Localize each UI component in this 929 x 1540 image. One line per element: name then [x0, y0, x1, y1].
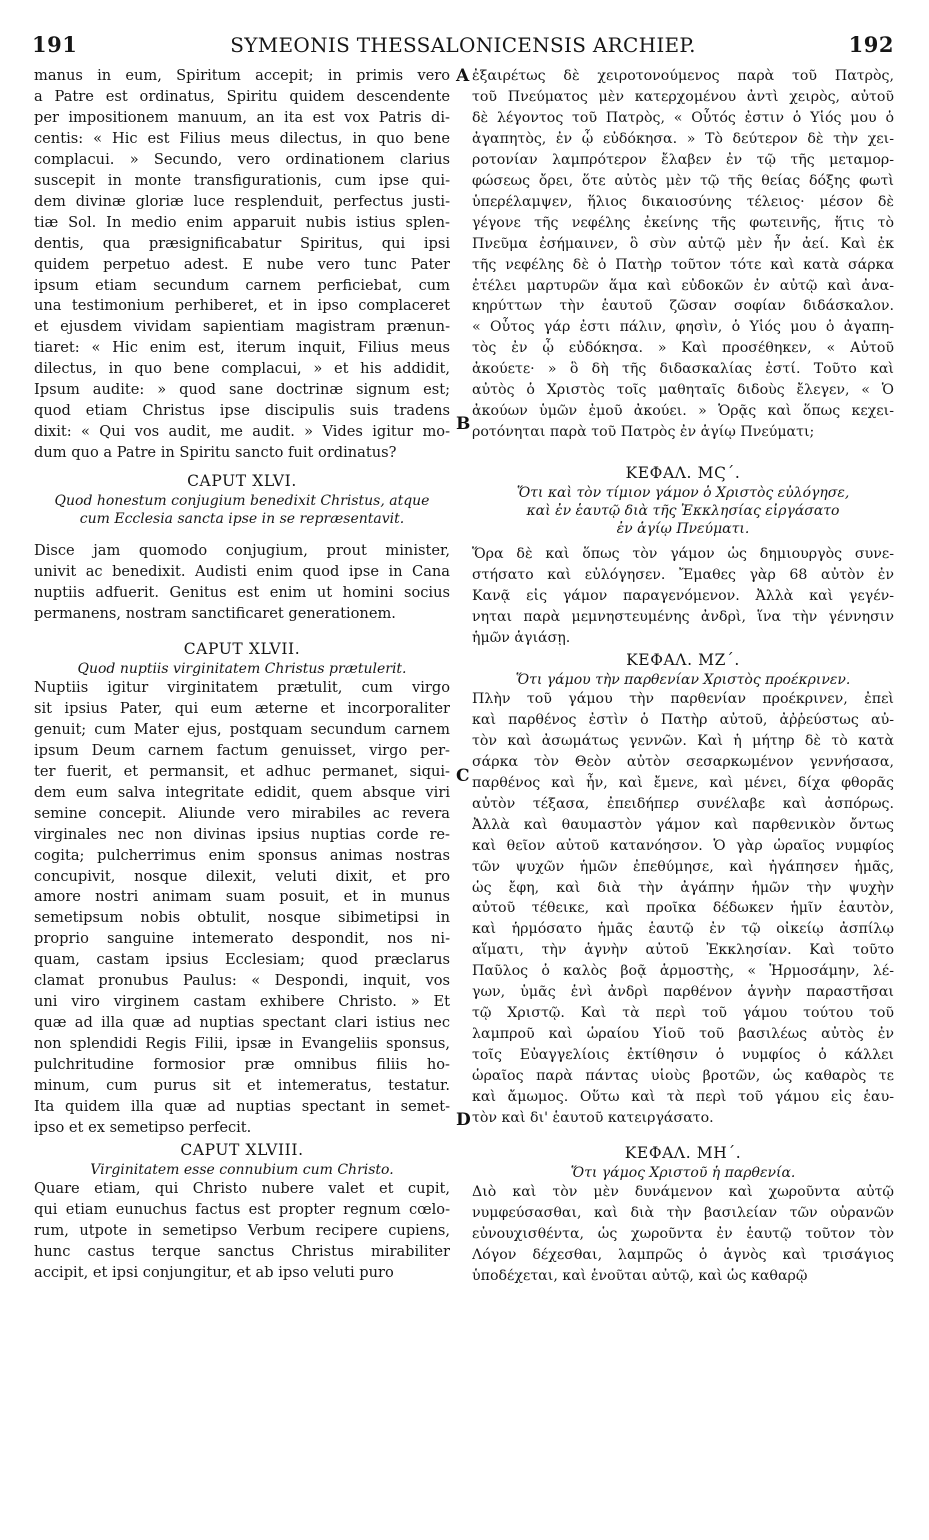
latin-text-line: quod etiam Christus ipse discipulis suis tradens	[34, 402, 450, 420]
greek-text-line: αὐτὸν τέξασα, ἐπειδήπερ συνέλαβε καὶ ἀσπόρως.	[472, 795, 894, 812]
spacer	[472, 1129, 894, 1142]
greek-text-line: τῷ Χριστῷ. Καὶ τὰ περὶ τοῦ γάμου τούτου τοῦ	[472, 1005, 894, 1022]
latin-text-line: Disce jam quomodo conjugium, prout minister,	[34, 542, 450, 560]
latin-text-line: minum, cum purus sit et intemeratus, testatur.	[34, 1077, 450, 1095]
greek-text-line: Ὅρα δὲ καὶ ὅπως τὸν γάμον ὡς δημιουργὸς συνε-	[472, 546, 894, 563]
greek-column	[472, 66, 894, 1287]
latin-text-line: centis: « Hic est Filius meus dilectus, in quo bene	[34, 129, 450, 147]
chapter-heading: CAPUT XLVI.	[187, 472, 297, 491]
latin-text-line: rum, utpote in semetipso Verbum recipere cupiens,	[34, 1221, 450, 1239]
greek-text-line: ἐξαιρέτως δὲ χειροτονούμενος παρὰ τοῦ Πατρὸς,	[472, 68, 894, 84]
chapter-summary: Quod honestum conjugium benedixit Christus, atque	[54, 493, 430, 510]
greek-text-line: νηται παρὰ μεμνηστευμένης ἀνδρὶ, ἵνα τὴν γέννησιν	[472, 609, 894, 626]
greek-text-line: καὶ ἄμωμος. Οὕτω καὶ τὰ περὶ τοῦ γάμου εἰς ἑαυ-	[472, 1089, 894, 1106]
margin-letter-a: A	[456, 66, 470, 86]
greek-text-line: ροτόνηται παρὰ τοῦ Πατρὸς ἐν ἁγίῳ Πνεύματι;	[472, 424, 815, 441]
greek-text-line: τὸν καὶ δι' ἑαυτοῦ κατειργάσατο.	[472, 1109, 714, 1126]
latin-text-line: complacui. » Secundo, vero ordinationem clarius	[34, 150, 450, 168]
greek-text-line: Πλὴν τοῦ γάμου τὴν παρθενίαν προέκρινεν, ἐπεὶ	[472, 690, 894, 707]
latin-text-line: qui etiam eunuchus factus est propter regnum cœlo-	[34, 1200, 450, 1218]
chapter-heading: ΚΕΦΑΛ. ΜϚ΄.	[625, 464, 741, 483]
latin-text-line: ter fuerit, et permansit, et adhuc permanet, siqui-	[34, 762, 450, 780]
greek-text-line: ἡμῶν ἁγιάσῃ.	[472, 629, 571, 646]
chapter-heading: ΚΕΦΑΛ. ΜΖ΄.	[626, 650, 740, 669]
chapter-summary: καὶ ἐν ἑαυτῷ διὰ τῆς Ἐκκλησίας εἰργάσατο	[526, 503, 840, 520]
greek-text-line: αἵματι, τὴν ἁγνὴν αὐτοῦ Ἐκκλησίαν. Καὶ τοῦτο	[472, 942, 894, 959]
greek-text-line: καὶ παρθένος ἐστὶν ὁ Πατὴρ αὐτοῦ, ἀῤῥεύστως αὐ-	[472, 711, 894, 728]
greek-text-line: γων, ὑμᾶς ἑνὶ ἀνδρὶ παρθένον ἁγνὴν παραστῆσαι	[472, 984, 894, 1001]
greek-text-line: ἀκούων ὑμῶν ἐμοῦ ἀκούει. » Ὁρᾷς καὶ ὅπως κεχει-	[472, 403, 894, 420]
spacer	[34, 528, 450, 541]
greek-text-line: Πνεῦμα ἐσήμαινεν, ὃ σὺν αὐτῷ μὲν ἦν ἀεί. Καὶ ἐκ	[472, 235, 894, 252]
greek-text-line: καὶ θεῖον αὐτοῦ κατανόησον. Ὁ γὰρ ὡραῖος νυμφίος	[472, 837, 894, 854]
latin-text-line: concupivit, nosque dilexit, veluti dixit, et pro	[34, 867, 450, 885]
greek-text-line: ἀγαπητὸς, ἐν ᾧ εὐδόκησα. » Τὸ δεύτερον δὲ τὴν χει-	[472, 130, 894, 147]
latin-text-line: per impositionem manuum, an ita est vox Patris di-	[34, 108, 450, 126]
latin-text-line: ipsum etiam secundum carnem perficiebat, cum	[34, 276, 450, 294]
latin-text-line: quidem perpetuo adest. E nube vero tunc Pater	[34, 255, 450, 273]
page-number-left: 191	[32, 32, 78, 57]
greek-text-line: τὸν καὶ ἀσωμάτως γεννῶν. Καὶ ἡ μήτηρ δὲ τὸ κατὰ	[472, 732, 894, 749]
latin-text-line: univit ac benedixit. Audisti enim quod ipse in Cana	[34, 563, 450, 581]
spacer	[34, 625, 450, 638]
latin-text-line: accipit, et ipsi conjungitur, et ab ipso veluti puro	[34, 1263, 394, 1281]
greek-text-line: ἀκούετε· » ὃ δὴ τῆς διδασκαλίας ἐστί. Τοῦτο καὶ	[472, 361, 894, 378]
spacer	[472, 443, 894, 456]
greek-text-line: Κανᾷ εἰς γάμον παραγενόμενον. Ἀλλὰ καὶ γεγέν-	[472, 588, 894, 605]
latin-text-line: cogita; pulcherrimus enim sponsus animas nostras	[34, 846, 450, 864]
greek-text-line: ὡς ἔφη, καὶ διὰ τὴν ἀγάπην ἡμῶν τὴν ψυχὴν	[472, 879, 894, 896]
chapter-summary: Virginitatem esse connubium cum Christo.	[90, 1161, 394, 1178]
latin-text-line: non splendidi Regis Filii, ipsæ in Evangeliis sponsus,	[34, 1035, 450, 1053]
greek-text-line: στήσατο καὶ εὐλόγησεν. Ἔμαθες γὰρ 68 αὐτὸν ἐν	[472, 567, 894, 584]
latin-text-line: virginales nec non divinas ipsius nuptias corde re-	[34, 825, 450, 843]
latin-text-line: sit ipsius Pater, qui eum æterne et incorporaliter	[34, 699, 450, 717]
latin-text-line: quæ ad illa quæ ad nuptias spectant clari istius nec	[34, 1014, 450, 1032]
chapter-summary: Ὅτι γάμος Χριστοῦ ἡ παρθενία.	[570, 1164, 796, 1181]
greek-text-line: τῆς νεφέλης δὲ ὁ Πατὴρ τοῦτον τότε καὶ κατὰ σάρκα	[472, 256, 894, 273]
greek-text-line: αὐτοῦ τέθεικε, καὶ προῖκα δέδωκεν ἡμῖν ἑαυτὸν,	[472, 900, 894, 917]
latin-text-line: tiaret: « Hic enim est, iterum inquit, Filius meus	[34, 339, 450, 357]
greek-text-line: παρθένος καὶ ἦν, καὶ ἔμενε, καὶ μένει, δίχα φθορᾶς	[472, 774, 894, 791]
page-number-right: 192	[848, 32, 894, 57]
chapter-heading: CAPUT XLVIII.	[180, 1140, 304, 1159]
latin-text-line: manus in eum, Spiritum accepit; in primis vero	[34, 67, 450, 84]
latin-text-line: clamat pronubus Paulus: « Despondi, inquit, vos	[34, 972, 450, 990]
latin-text-line: dilectus, in quo bene complacui, » et his addidit,	[34, 360, 450, 378]
greek-text-line: ὡραῖος παρὰ πάντας υἱοὺς βροτῶν, ὡς καθαρὸς τε	[472, 1068, 894, 1085]
latin-text-line: Quare etiam, qui Christo nubere valet et cupit,	[34, 1179, 450, 1197]
greek-text-line: αὐτὸς ὁ Χριστὸς τοῖς μαθηταῖς διδοὺς ἔλεγεν, « Ὁ	[472, 382, 894, 399]
running-header	[32, 32, 894, 64]
greek-text-line: τοῦ Πνεύματος μὲν κατερχομένου ἀντὶ χειρὸς, αὐτοῦ	[472, 88, 894, 105]
margin-letter-d: D	[456, 1110, 471, 1130]
latin-text-line: dentis, qua præsignificabatur Spiritus, qui ipsi	[34, 234, 450, 252]
greek-text-line: « Οὗτος γάρ ἐστι πάλιν, φησὶν, ὁ Υἱός μου ὁ ἀγαπη-	[472, 319, 894, 336]
greek-text-line: γέγονε τῆς νεφέλης ἐκείνης τῆς φωτεινῆς, ἥτις τὸ	[472, 214, 894, 231]
greek-text-line: τὸς ἐν ᾧ εὐδόκησα. » Καὶ προσέθηκεν, « Αὐτοῦ	[472, 340, 894, 357]
greek-text-line: ὑποδέχεται, καὶ ἑνοῦται αὐτῷ, καὶ ὡς καθαρῷ	[472, 1267, 808, 1284]
latin-text-line: Ita quidem illa quæ ad nuptias spectant in semet-	[34, 1097, 450, 1115]
latin-text-line: nuptiis adfuerit. Genitus est enim ut homini socius	[34, 584, 450, 602]
latin-text-line: ipso et ex semetipso perfecit.	[34, 1118, 252, 1136]
latin-text-line: semetipsum nobis obtulit, nosque sibimetipsi in	[34, 909, 450, 927]
margin-letter-b: B	[456, 414, 471, 434]
greek-text-line: καὶ ἡρμόσατο ἡμᾶς ἑαυτῷ ἐν τῷ οἰκείῳ ἀσπίλῳ	[472, 921, 894, 938]
greek-text-line: Λόγον δέχεσθαι, λαμπρῶς ὁ ἁγνὸς καὶ τρισάγιος	[472, 1246, 894, 1263]
chapter-heading: CAPUT XLVII.	[183, 639, 301, 658]
greek-text-line: Διὸ καὶ τὸν μὲν δυνάμενον καὶ χωροῦντα αὐτῷ	[472, 1183, 894, 1200]
greek-text-line: Παῦλος ὁ καλὸς βοᾷ ἁρμοστὴς, « Ἡρμοσάμην, λέ-	[472, 963, 894, 980]
latin-text-line: tiæ Sol. In medio enim apparuit nubis istius splen-	[34, 213, 450, 231]
latin-text-line: semine concepit. Aliunde vero mirabiles ac revera	[34, 804, 450, 822]
latin-text-line: una testimonium perhiberet, et in ipso complaceret	[34, 297, 450, 315]
greek-text-line: νυμφεύσασθαι, καὶ διὰ τὴν βασιλείαν τῶν οὐρανῶν	[472, 1204, 894, 1221]
chapter-summary: Quod nuptiis virginitatem Christus prætulerit.	[77, 660, 407, 677]
chapter-summary: Ὅτι γάμου τὴν παρθενίαν Χριστὸς προέκρινεν.	[515, 671, 851, 688]
latin-column	[34, 66, 450, 1284]
latin-text-line: ipsum Deum carnem factum genuisset, virgo per-	[34, 741, 450, 759]
latin-text-line: pulchritudine formosior præ omnibus filiis ho-	[34, 1056, 450, 1074]
latin-text-line: dixit: « Qui vos audit, me audit. » Vides igitur mo-	[34, 423, 450, 441]
chapter-summary: cum Ecclesia sancta ipse in se repræsentavit.	[79, 511, 405, 528]
chapter-summary: Ὅτι καὶ τὸν τίμιον γάμον ὁ Χριστὸς εὐλόγησε,	[516, 485, 850, 502]
latin-text-line: et ejusdem vividam sapientiam magistram prænun-	[34, 318, 450, 336]
greek-text-line: ὑπερέλαμψεν, ἥλιος δικαιοσύνης τέλειος· μέσον δὲ	[472, 193, 894, 210]
latin-text-line: proprio sanguine intemerato despondit, nos ni-	[34, 930, 450, 948]
greek-text-line: Ἀλλὰ καὶ θαυμαστὸν γάμον καὶ παρθενικὸν ὄντως	[472, 816, 894, 833]
running-title: SYMEONIS THESSALONICENSIS ARCHIEP.	[230, 33, 696, 57]
greek-text-line: κηρύττων τὴν ἑαυτοῦ ζῶσαν σοφίαν διδάσκαλον.	[472, 298, 894, 315]
latin-text-line: Ipsum audite: » quod sane doctrinæ signum est;	[34, 381, 450, 399]
latin-text-line: Nuptiis igitur virginitatem prætulit, cum virgo	[34, 678, 450, 696]
greek-text-line: τοῖς Εὐαγγελίοις ἐκτίθησιν ὁ νυμφίος ὁ κάλλει	[472, 1047, 894, 1064]
greek-text-line: σάρκα τὸν Θεὸν αὐτὸν σεσαρκωμένον γεννήσασα,	[472, 753, 894, 770]
latin-text-line: dum quo a Patre in Spiritu sancto fuit ordinatus?	[34, 444, 397, 462]
margin-letter-c: C	[456, 766, 470, 786]
chapter-summary: ἐν ἁγίῳ Πνεύματι.	[616, 521, 750, 538]
latin-text-line: hunc castus terque sanctus Christus mirabiliter	[34, 1242, 450, 1260]
greek-text-line: τῶν ψυχῶν ἡμῶν ἐπεθύμησε, καὶ ἠγάπησεν ἡμᾶς,	[472, 858, 894, 875]
latin-text-line: genuit; cum Mater ejus, postquam secundum carnem	[34, 720, 450, 738]
latin-text-line: uni viro virginem castam exhibere Christo. » Et	[34, 993, 450, 1011]
greek-text-line: ροτονίαν λαμπρότερον ἔλαβεν ἐν τῷ τῆς μεταμορ-	[472, 151, 894, 168]
latin-text-line: dem eum salva integritate edidit, quem absque viri	[34, 783, 450, 801]
latin-text-line: dem divinæ gloriæ luce resplenduit, perfectus justi-	[34, 192, 450, 210]
latin-text-line: suscepit in monte transfigurationis, cum ipse qui-	[34, 171, 450, 189]
latin-text-line: a Patre est ordinatus, Spiritu quidem descendente	[34, 87, 450, 105]
greek-text-line: φώσεως ὄρει, ὅτε αὐτὸς μὲν τῷ τῆς θείας δόξης φωτὶ	[472, 172, 894, 189]
greek-text-line: ἐτέλει μαρτυρῶν ἅμα καὶ εὐδοκῶν ἐν αὐτῷ καὶ ἀνα-	[472, 277, 894, 294]
greek-text-line: λαμπροῦ καὶ ὡραίου Υἱοῦ τοῦ βασιλέως αὐτὸς ἐν	[472, 1026, 894, 1043]
latin-text-line: quam, castam ipsius Ecclesiam; quod præclarus	[34, 951, 450, 969]
greek-text-line: εὐνουχισθέντα, ὡς χωροῦντα ἐν ἑαυτῷ τοῦτον τὸν	[472, 1225, 894, 1242]
latin-text-line: permanens, nostram sanctificaret generationem.	[34, 604, 396, 622]
greek-text-line: δὲ λέγοντος τοῦ Πατρὸς, « Οὗτός ἐστιν ὁ Υἱός μου ὁ	[472, 109, 894, 126]
latin-text-line: amore nostri animam suam posuit, et in munus	[34, 888, 450, 906]
chapter-heading: ΚΕΦΑΛ. ΜΗ΄.	[624, 1143, 742, 1162]
